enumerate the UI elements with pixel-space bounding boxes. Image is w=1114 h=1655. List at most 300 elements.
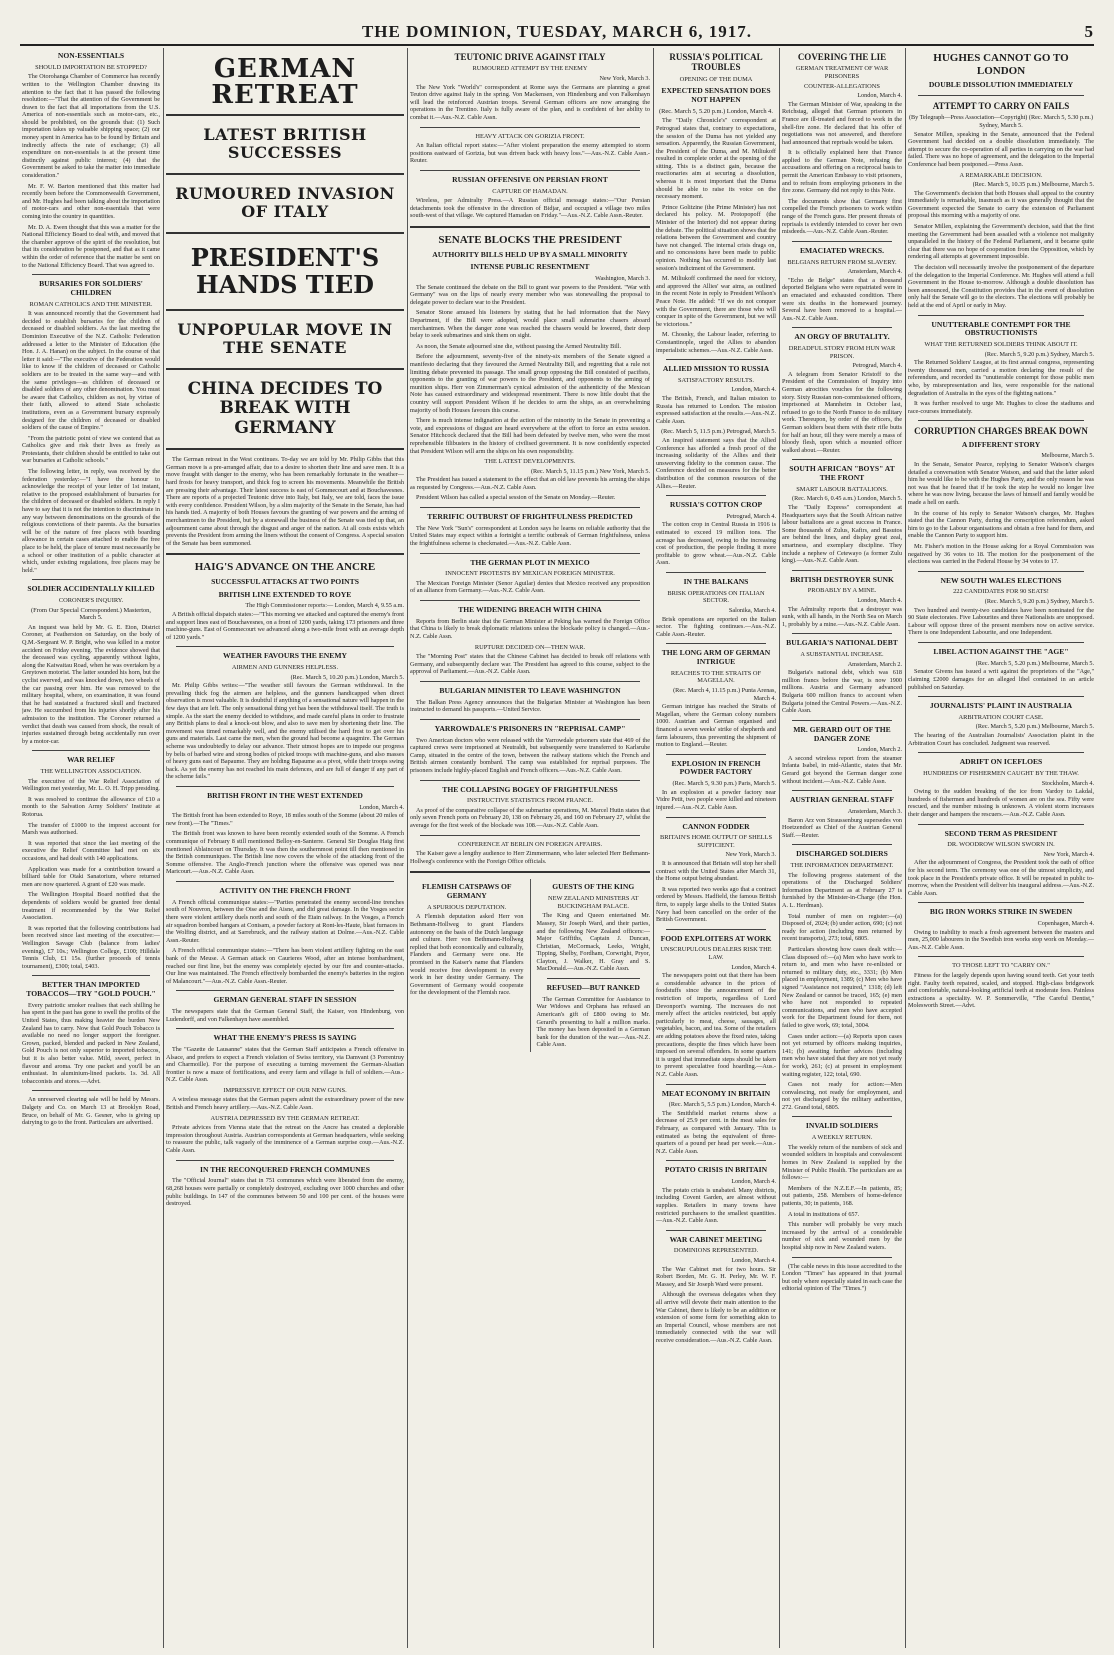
subheadline: ROMAN CATHOLICS AND THE MINISTER. [29, 300, 153, 308]
dateline: London, March 4. [731, 1178, 776, 1186]
headline: EXPLOSION IN FRENCH POWDER FACTORY [671, 758, 761, 777]
divider [918, 642, 1084, 643]
headline: TERRIFIC OUTBURST OF FRIGHTFULNESS PREDICTED [427, 512, 633, 522]
paragraph: The New York "World's" correspondent at Rome says the Germans are planning a great Teuton drive against Italy in the spring. Von Mackensen, von Hindenburg and von Falkenhayn will lead the reinforced Austrian troops. Several German officers are now arranging the operations in the Trentino. Italy is fully aware of the plan, and is confident of her ability to combat it.—Aus.-N.Z. Cable Assn. [410, 83, 650, 121]
subheadline: TO THOSE LEFT TO "CARRY ON." [952, 962, 1050, 970]
dateline: Amsterdam, March 3. [847, 807, 902, 815]
paragraph: A Flemish deputation asked Herr von Bethmann-Hollweg to grant Flanders autonomy on the basis of the Dutch language and culture. Herr von Bethmann-Hollweg replied that both economically and culturally, Flanders and Germany were one. He promised in the Kaiser's name that Flanders would receive free development in every work in her destiny under Germany. The Government of Germany would cooperate for the development of the Flemish race. [410, 913, 524, 997]
column-2 [166, 48, 404, 1648]
divider [176, 881, 394, 882]
dateline: (Rec. March 5, 5.5 p.m.) London, March 4. [668, 1101, 776, 1109]
subheadline: DOMINIONS REPRESENTED. [673, 1247, 759, 1255]
paragraph: The Government's decision that both Houses shall appeal to the country immediately is remarkable, inasmuch as it was generally thought that the Government expected the Senate to carry the extension of Parliament proposal this morning with a majority of one. [908, 189, 1094, 220]
headline: RUSSIA'S COTTON CROP [669, 500, 763, 510]
subheadline: AUSTRIA DEPRESSED BY THE GERMAN RETREAT. [210, 1114, 360, 1122]
dateline: (Rec. March 5, 5.20 p.m.) Melbourne, March 5. [975, 659, 1094, 667]
column-rule [905, 48, 906, 1648]
headline: BRITISH FRONT IN THE WEST EXTENDED [207, 790, 363, 800]
divider [166, 173, 404, 175]
divider [32, 1090, 150, 1091]
headline: INVALID SOLDIERS [805, 1121, 879, 1131]
headline: BULGARIAN MINISTER TO LEAVE WASHINGTON [439, 685, 621, 695]
headline: SECOND TERM AS PRESIDENT [944, 828, 1058, 838]
divider [666, 572, 766, 573]
dateline: Petrograd, March 4. [726, 512, 776, 520]
headline: NEW SOUTH WALES ELECTIONS [940, 575, 1062, 585]
subheadline: CONFERENCE AT BERLIN ON FOREIGN AFFAIRS. [457, 840, 603, 848]
divider [420, 835, 640, 836]
subheadline: INSTRUCTIVE STATISTICS FROM FRANCE. [467, 797, 593, 805]
divider [166, 553, 404, 555]
paragraph: The German Committee for Assistance to War Widows and Orphans has refused an American's gift of £800 owing to Mr. Gerard's presenting to half a million marks. The money has been deposited in a German bank for the duration of the war.—Aus.-N.Z. Cable Assn. [536, 995, 650, 1049]
paragraph: Two American doctors who were released with the Yarrowdale prisoners state that 469 of the captured crews were imprisoned at Neutraldt, but subsequently were transferred to Karlsruhe Camp, situated in the centre of the town, between the railway stations which the French and British airmen constantly bombard. The camp was established for reprisal purposes. The prisoners include highly-placed English and French officers.—Aus.-N.Z. Cable Assn. [410, 736, 650, 774]
divider [32, 274, 150, 275]
subheadline: A WEEKLY RETURN. [811, 1134, 873, 1142]
headline: TEUTONIC DRIVE AGAINST ITALY [454, 52, 606, 62]
headline: THE GERMAN PLOT IN MEXICO [470, 557, 590, 567]
divider [420, 553, 640, 554]
headline: ACTIVITY ON THE FRENCH FRONT [219, 886, 351, 896]
divider [792, 1257, 892, 1258]
subheadline: THE INFORMATION DEPARTMENT. [790, 862, 894, 870]
headline: THE COLLAPSING BOGEY OF FRIGHTFULNESS [442, 784, 618, 794]
paragraph: It was reported that since the last meeting of the executive the Relief Committee had met on six occasions, and had dealt with 140 applications. [22, 839, 160, 863]
divider [32, 579, 150, 580]
paragraph: M. Miliukoff confirmed the need for victory, and approved the Allies' war aims, as outlined in the recent Note in reply to President Wilson's Peace Note. He added: "If we do not conquer with the Government, there are those who will conquer in spite of the Government, but we will be victorious." [656, 275, 776, 328]
headline: WAR RELIEF [67, 755, 115, 765]
subheadline: WHAT THE RETURNED SOLDIERS THINK ABOUT IT. [924, 341, 1078, 349]
paragraph: The transfer of £1000 to the imprest account for Marsh was authorised. [22, 821, 160, 837]
paragraph: The Smithfield market returns show a decrease of 25.9 per cent. in the meat sales for February, as compared with January. This is estimated as being the equivalent of three-quarters of a pound per head per week.—Aus.-N.Z. Cable Assn. [656, 1109, 776, 1155]
subheadline: SMART LABOUR BATTALIONS. [796, 485, 888, 493]
column-rule [653, 48, 654, 1648]
paragraph: It was announced recently that the Government had decided to establish bursaries for the children of deceased or disabled soldiers. As the last meeting the Dominion Executive of the N.Z. Catholic Federation addressed a letter to the Minister of Education (the Hon. J. A. Hanan) on the subject. In the course of that letter it said:—"The executive of the Federation would like to know if the children of deceased or Catholic soldiers are to be treated in the same way—and with the same privileges—as children of deceased or disabled soldiers of any other denomination. You must be aware that Catholics, children as not, by virtue of their faith, allowed to attend State scholastic institutions, even as a Government bursary expressly designed for the children of deceased or disabled soldiers of the cause of Empire." [22, 310, 160, 432]
split-section [410, 879, 650, 1052]
headline: POTATO CRISIS IN BRITAIN [664, 1165, 768, 1175]
divider [666, 359, 766, 360]
paragraph: "From the patriotic point of view we contend that as Catholics give and risk their lives as freely as Protestants, their children should be entitled to take out war bursaries at Catholic schools." [22, 434, 160, 465]
paragraph: Reports from Berlin state that the German Minister at Peking has warned the Foreign Office that China is likely to break diplomatic relations unless the blockade policy is changed.—Aus.-N.Z. Cable Assn. [410, 617, 650, 640]
paragraph: It was resolved to continue the allowance of £10 a month to the Salvation Army Soldiers' Institute at Rotorua. [22, 795, 160, 819]
headline: BETTER THAN IMPORTED TOBACCOS—TRY "GOLD POUCH." [26, 980, 156, 999]
paragraph: Owing to the sudden breaking of the ice from Vardoy to Lakdal, hundreds of fishermen and hundreds of women are on the sea. Fifty were rescued, and the number missing is unknown. A violent storm increases their danger and hampers the rescuers.—Aus.-N.Z. Cable Assn. [908, 788, 1094, 818]
headline: FOOD EXPLOITERS AT WORK [660, 933, 772, 943]
paragraph: The British, French, and Italian mission to Russia has returned to London. The mission expressed satisfaction at the results.—Aus.-N.Z. Cable Assn. [656, 395, 776, 425]
headline: BULGARIA'S NATIONAL DEBT [786, 638, 898, 648]
divider [918, 571, 1084, 572]
dateline: Stockholm, March 4. [1041, 779, 1094, 787]
headline: MEAT ECONOMY IN BRITAIN [661, 1088, 771, 1098]
divider [792, 1116, 892, 1117]
paragraph: (The cable news in this issue accredited to the London "Times" has appeared in that journal but only where especially stated in each case the editorial opinion of The "Times.") [782, 1262, 902, 1293]
paragraph: The Balkan Press Agency announces that the Bulgarian Minister at Washington has been instructed to demand his passports.—United Service. [410, 698, 650, 714]
paragraph: In the course of his reply to Senator Watson's charges, Mr. Hughes stated that the Cannon Party, during the conscription referendum, asked him to go to the Labour organisations and obtain a free hand for them, and enable the Cannon Party to support him. [908, 509, 1094, 540]
paragraph: Cases under action:—(a) Reports upon cases not yet returned by officers making inquiries, 141; (b) awaiting further advices (including men who have stated that they are not yet ready for work), 261; (c) at present in employment waiting register, 122; total, 690. [782, 1032, 902, 1078]
paragraph: A total in institutions of 657. [788, 1210, 860, 1218]
paragraph: The Otorohanga Chamber of Commerce has recently written to the Wellington Chamber drawing its attention to the fact that it has passed the following resolution:—"That the attention of the Government be drawn to the fact that all importations from the U.S. America of non-essentials such as motor-cars, etc., should be prohibited, on the grounds that: (1) Such importation takes up valuable shipping space; (2) our money spent in America has to be found by Britain and indirectly affects the rate of exchange; (3) all expenditure on non-essentials is at the present time distinctly against public interest; (4) that the Government be asked to take the matter into immediate consideration." [22, 73, 160, 180]
paragraph: The Wellington Hospital Board notified that the dependents of soldiers would be granted free dental treatment if recommended by the War Relief Association. [22, 891, 160, 922]
divider [166, 448, 404, 450]
paragraph: The "Morning Post" states that the Chinese Cabinet has decided to break off relations with Germany, and subsequently declare war. The President has agreed to this course, subject to the approval of Parliament.—Aus.-N.Z. Cable Assn. [410, 653, 650, 676]
masthead [20, 22, 1094, 46]
headline: AUSTRIAN GENERAL STAFF [789, 795, 895, 805]
paragraph: The following progress statement of the operations of the Discharged Soldiers' Information Department as at February 27 is furnished by the Minister-in-Charge (the Hon. A. L. Herdman). [782, 871, 902, 910]
subheadline: ARBITRATION COURT CASE. [958, 713, 1044, 721]
paragraph: Application was made for a contribution toward a billiard table for Otaki Sanatorium, where returned men are now quartered. A grant of £20 was made. [22, 865, 160, 888]
subheadline: SUCCESSFUL ATTACKS AT TWO POINTS [211, 576, 359, 586]
dateline: (Rec. March 5, 11.15 p.m.) New York, March 5. [530, 467, 650, 475]
divider [166, 232, 404, 234]
subheadline: UNSCRUPULOUS DEALERS RISK THE LAW. [660, 946, 772, 962]
divider [918, 824, 1084, 825]
paragraph: A French official communique states:—"Parties penetrated the enemy second-line trenches south of Nouvron, between the Oise and the Aisne, and did great damage. In the Vosges sector there were violent artillery duels north and south of the Etain railway. In the Vosges, a French air squadron bombed hangars at Conisam, a powder factory at Ront-les-Haute, blast furnaces in the Wolfing district, and at Sarrebruck, and the railway station at Dolme.—Aus.-N.Z. Cable Assn.-Reuter. [166, 898, 404, 944]
headline: COVERING THE LIE [797, 52, 887, 62]
dateline: (Rec. March 5, 9.20 p.m.) Sydney, March 5. [984, 350, 1094, 358]
headline: THE WIDENING BREACH WITH CHINA [458, 605, 602, 615]
paragraph: The decision will necessarily involve the postponement of the departure of the delegation to the Imperial Conference. Mr. Hughes will attend a full Government in the House to-morrow. Although a double dissolution has been announced, the Constitution provides that in the event of dissolution only half the Senate will go to the electors. The elections will probably be held at the end of April or early in May. [908, 264, 1094, 309]
divider [918, 902, 1084, 903]
subheadline: NEW ZEALAND MINISTERS AT BUCKINGHAM PALACE. [547, 895, 639, 910]
subheadline: BRITAIN'S HOME OUTPUT OF SHELLS SUFFICIENT. [659, 834, 772, 849]
headline: JOURNALISTS' PLAINT IN AUSTRALIA [929, 701, 1073, 711]
divider [666, 754, 766, 755]
headline: SOLDIER ACCIDENTALLY KILLED [27, 584, 155, 594]
paragraph: Cases not ready for action:—Men convalescing, not ready for employment, and not yet discharged by the military authorities, 272. Grand total, 6805. [782, 1081, 902, 1111]
paragraph: Mr. F. W. Barton mentioned that this matter had recently been before the Commonwealth Government, and Mr. Hughes had been talking about the importation of motor-cars and other non-essentials that were coming into the country in quantities. [22, 182, 160, 220]
paragraph: Before the adjournment, seventy-five of the ninety-six members of the Senate signed a manifesto declaring that they favoured the Armed Neutrality Bill, and regretting that a rule not limiting debate prevented its passage. The small group opposing the Bill consisted of pacifists, opponents to the granting of war powers to the President, and opponents to the arming of munition ships. Herr von Zimmerman's cynical admission of the authenticity of the Mexican Note has caused extraordinary and widespread resentment. There is now little doubt that the country will support President Wilson if he decides to arm the ships, as an overwhelming majority of both Houses favours this course. [410, 353, 650, 414]
divider [176, 1160, 394, 1161]
paragraph: The Mexican Foreign Minister (Senor Aguilar) denies that Mexico received any proposition of an alliance from Germany.—Aus.-N.Z. Cable Assn. [410, 579, 650, 595]
column-rule [163, 48, 164, 1648]
subheadline: DOUBLE DISSOLUTION IMMEDIATELY [928, 80, 1074, 90]
paragraph: It was reported two weeks ago that a contract ordered by Messrs. Hadfield, the famous British firm, to supply large shells to the United States Navy had been cancelled on the order of the British Government. [656, 885, 776, 924]
headline: GUESTS OF THE KING [552, 882, 635, 892]
dateline: (Rec. March 5, 10.35 p.m.) Melbourne, March 5. [972, 181, 1094, 189]
dateline: Salonika, March 4. [728, 606, 776, 614]
paragraph: Although the overseas delegates when they all arrive will devote their main attention to the War Cabinet, there is likely to be an addition or extension of some form for something akin to an Imperial Council, whose members are not immediately connected with the war will receive consideration.—Aus.-N.Z. Cable Assn. [656, 1291, 776, 1344]
subheadline: HUNDREDS OF FISHERMEN CAUGHT BY THE THAW. [923, 769, 1079, 777]
headline: WAR CABINET MEETING [669, 1234, 763, 1244]
divider [420, 719, 640, 720]
paragraph: It is officially explained here that France applied to the German Note, refusing the accusations and offering on a reciprocal basis to permit the American Embassy to visit prisoners, and to refrain from employing prisoners in the fire zone. Germany did not reply to this Note. [782, 149, 902, 195]
headline: BIG IRON WORKS STRIKE IN SWEDEN [929, 907, 1073, 917]
dateline: Melbourne, March 5. [1041, 452, 1094, 460]
paragraph: The British front was known to have been recently extended south of the Somme. A French communique of February 8 still mentioned Belloy-en-Santerre. General Sir Douglas Haig first mentioned Ablaincourt on Thursday. It was then the southernmost point till then mentioned in the British communiques. The British line now covers the whole of the attacking front of the Somme offensive. The Anglo-French junction where the offensive was opened was near Maricourt.—Aus.-N.Z. Cable Assn. [166, 830, 404, 876]
paragraph: M. Chosnky, the Labour leader, referring to Constantinople, urged the Allies to abandon imperialistic schemes.—Aus.-N.Z. Cable Assn. [656, 331, 776, 354]
deck-headline: LATEST BRITISH SUCCESSES [203, 125, 367, 163]
column-rule [407, 48, 408, 1648]
paragraph: The newspapers state that the German General Staff, the Kaiser, von Hindenburg, von Ludendorff, and von Falkenhayn have assembled. [166, 1008, 404, 1023]
paragraph: Senator Stone amused his listeners by stating that he had information that the Navy Department, if the Bill were adopted, would place small submarine chasers aboard merchantmen. When the danger zone was reached the chasers would be lowered, their deep belay to seek submarines and sink them on sight. [410, 309, 650, 340]
divider [666, 1160, 766, 1161]
subheadline: A SUBSTANTIAL INCREASE. [800, 651, 884, 659]
main-headline: GERMAN RETREAT [211, 54, 359, 110]
subheadline: SATISFACTORY RESULTS. [678, 376, 754, 384]
paragraph: Owing to inability to reach a fresh agreement between the masters and men, 25,000 labourers in the Swedish iron works stop work on Monday.—Aus.-N.Z. Cable Assn. [908, 928, 1094, 951]
headline: NON-ESSENTIALS [57, 51, 125, 60]
headline: GERMAN GENERAL STAFF IN SESSION [213, 995, 357, 1005]
paragraph: The executive of the War Relief Association of Wellington met yesterday, Mr. L. O. H. Tripp presiding. [22, 777, 160, 793]
subheadline: INTENSE PUBLIC RESENTMENT [470, 262, 590, 272]
divider [420, 681, 640, 682]
subheadline: SHOULD IMPORTATION BE STOPPED? [35, 63, 147, 71]
paragraph: The War Cabinet met for two hours. Sir Robert Borden, Mr. G. H. Perley, Mr. W. F. Massey, and Sir Joseph Ward were present. [656, 1265, 776, 1288]
paragraph: This number will probably be very much increased by the arrival of a considerable number of sick and wounded men by the hospital ship now in New Zealand waters. [782, 1221, 902, 1251]
divider [420, 600, 640, 601]
column-4 [656, 48, 776, 1648]
deck-headline: CHINA DECIDES TO BREAK WITH GERMANY [187, 378, 383, 438]
column-rule [779, 48, 780, 1648]
headline: FLEMISH CATSPAWS OF GERMANY [421, 882, 512, 901]
subheadline: EXPECTED SENSATION DOES NOT HAPPEN [661, 86, 771, 104]
divider [410, 226, 650, 228]
headline: DISCHARGED SOLDIERS [796, 849, 888, 859]
paragraph: A second wireless report from the steamer Infanta Isabel, in mid-Atlantic, states that Mr. Gerard got beyond the German danger zone without incident.—Aus.-N.Z. Cable Assn. [782, 754, 902, 785]
subheadline: OPENING OF THE DUMA [679, 75, 753, 83]
paragraph: A French official communique states:—"There has been violent artillery fighting on the east bank of the Meuse. A German attack on Caurieres Wood, after an intense bombardment, reached our first line, but the enemy was completely ejected by our fire and counter-attacks. Our line was maintained. The French effectively bombarded the enemy's batteries in the region of Malancourt."—Aus.-N.Z. Cable Assn.-Reuter. [166, 947, 404, 985]
paragraph: The New York "Sun's" correspondent at London says he learns on reliable authority that the United States may expect within a fortnight a terrific outbreak of German frightfulness, unless the frightfulness scheme is checkmated.—Aus.-N.Z. Cable Assn. [410, 524, 650, 547]
dateline: London, March 2. [857, 746, 902, 754]
headline: EMACIATED WRECKS. [799, 245, 885, 255]
divider [166, 309, 404, 311]
headline: BRITISH DESTROYER SUNK [790, 574, 894, 584]
headline: WHAT THE ENEMY'S PRESS IS SAYING [213, 1033, 357, 1043]
paragraph: The British front has been extended to Roye, 18 miles south of the Somme (about 20 miles of new front).—The "Times." [166, 812, 404, 827]
headline: SENATE BLOCKS THE PRESIDENT [438, 233, 622, 246]
deck-headline: UNPOPULAR MOVE IN THE SENATE [177, 319, 393, 358]
paragraph: German intrigue has reached the Straits of Magellan, where the German colony numbers 1000. Austrian and German organised and financed a seven weeks' strike of shepherds and farm labourers, thus preventing the shipment of mutton to England.—Reuter. [656, 703, 776, 749]
dateline: (Rec. March 5, 10.20 p.m.) London, March 5. [290, 673, 404, 681]
paragraph: The President has issued a statement to the effect that an old law prevents his arming the ships as requested by Congress.—Aus.-N.Z. Cable Assn. [410, 476, 650, 491]
divider [792, 327, 892, 328]
page-number: 5 [1084, 22, 1094, 41]
paragraph: Senator Millen, explaining the Government's decision, said that the first meeting the Government had been assailed with a violence not malignity unparalleled in the history of the Federal Parliament, and it became quite clear that there was no hope of cooperation from the Opposition, which by rendering all attempts at government impossible. [908, 223, 1094, 261]
paragraph: There is much intense indignation at the action of the minority in the Senate in preventing a vote, and expressions of disgust are heard everywhere at the effort to force an extra session. Senator Hitchcock declared that the Bill had been defeated by twelve men, who were the most reprehensible filibusters in the history of civilised government. It is now confidently expected that President Wilson will arm the ships on his own responsibility. [410, 417, 650, 455]
divider [666, 643, 766, 644]
subheadline: RUMOURED ATTEMPT BY THE ENEMY [472, 65, 588, 73]
column-3 [410, 48, 650, 1648]
subheadline: CAPTURE OF HAMADAN. [492, 187, 568, 195]
paragraph: Senator Givens has issued a writ against the proprietors of the "Age," claiming £2000 damages for an alleged libel contained in an article published on Saturday. [908, 668, 1094, 691]
column-1 [22, 48, 160, 1648]
divider [666, 817, 766, 818]
subheadline: BRITISH LINE EXTENDED TO ROYE [218, 589, 352, 599]
divider [918, 752, 1084, 753]
subheadline: AIRMEN AND GUNNERS HELPLESS. [231, 664, 339, 672]
headline: WEATHER FAVOURS THE ENEMY [223, 651, 347, 661]
paragraph: "Echo de Belge" states that a thousand deported Belgians who were repatriated were in an emaciated and exhausted condition. There were six deaths in the homeward journey. Several have been removed to a hospital.—Aus.-N.Z. Cable Assn. [782, 276, 902, 322]
paragraph: In an explosion at a powder factory near Vidre Petit, two people were killed and nineteen injured.—Aus.-N.Z. Cable Assn. [656, 788, 776, 811]
dateline: Copenhagen, March 4. [1037, 920, 1094, 928]
deck-headline: PRESIDENT'S HANDS TIED [190, 242, 380, 300]
headline: ALLIED MISSION TO RUSSIA [662, 364, 770, 374]
divider [420, 170, 640, 171]
paragraph: After the adjournment of Congress, the President took the oath of office for his second term. The ceremony was one of the utmost simplicity, and took place in the President's private office. It will be repeated in public to-morrow, when the President will deliver his inaugural address.—Aus.-N.Z. Cable Assn. [908, 859, 1094, 897]
dateline: (Rec. March 5, 11.5 p.m.) Petrograd, March 5. [661, 428, 776, 436]
divider [176, 646, 394, 647]
divider [166, 114, 404, 116]
paragraph: Mr. D. A. Ewen thought that this was a matter for the National Efficiency Board to deal with, and moved that the chamber approve of the spirit of the resolution, but that its consideration be postponed, and that as it came within the order of reference that the matter be sent on to the National Efficiency Board. That was agreed to. [22, 223, 160, 269]
subheadline: 222 CANDIDATES FOR 90 SEATS! [953, 588, 1049, 596]
divider [918, 956, 1084, 957]
paragraph: The King and Queen entertained Mr. Massey, Sir Joseph Ward, and their parties, and the following New Zealand officers:—Major Griffiths, Captain J. Duncan, Christian, McCormack, Leeks, Wright, Tipping, Shelby, Fordham, Corwright, Pryor, Clayton, J. Walker, H. Gray and S. MacDonald.—Aus.-N.Z. Cable Assn. [536, 912, 650, 973]
split-column-right [537, 879, 651, 1052]
dateline: (Rec. March 5, 9.30 p.m.) Paris, March 5. [672, 780, 776, 788]
divider [792, 633, 892, 634]
dateline: Petrograd, March 4. [852, 362, 902, 370]
divider [32, 750, 150, 751]
divider [176, 990, 394, 991]
paragraph: An unreserved clearing sale will be held by Messrs. Dalgety and Co. on March 13 at Brooklyn Road, Bruce, on behalf of Mr. G. Gesner, who is giving up dairying to go to the front. Particulars are advertised. [22, 1096, 160, 1127]
paragraph: The potato crisis is unabated. Many districts, including Covent Garden, are almost without supplies. Retailers in many towns have restricted purchasers to the smallest quantities.—Aus.-N.Z. Cable Assn. [656, 1186, 776, 1225]
divider [420, 780, 640, 781]
dateline: The High Commissioner reports:— London, March 4, 9.55 a.m. [245, 602, 404, 610]
dateline: Washington, March 3. [595, 275, 650, 283]
paragraph: The "Gazette de Lausanne" states that the German Staff anticipates a French offensive in Alsace, and prefers to expect a French violation of Swiss territory, via Damvant (3 Porrentruy and Charmoille). For the purpose of executing a turning movement the German-Alsatian frontier is now a maze of fortifications, and every farm and village is full of soldiers.—Aus.-N.Z. Cable Assn. [166, 1045, 404, 1084]
divider [792, 570, 892, 571]
headline: CORRUPTION CHARGES BREAK DOWN [914, 426, 1088, 437]
dateline: London, March 4. [731, 1257, 776, 1265]
paragraph: Baron Arz von Straussenburg supersedes von Hoetzendorf as Chief of the Austrian General Staff.—Reuter. [782, 816, 902, 839]
split-column-left [410, 879, 524, 1052]
paragraph: The Senate continued the debate on the Bill to grant war powers to the President. "War with Germany" was on the lips of nearly every member who was stonewalling the proposal to delegate power to declare war to the President. [410, 283, 650, 306]
deck-headline: RUMOURED INVASION OF ITALY [175, 183, 395, 222]
dateline: (Rec. March 6, 0.45 a.m.) London, March 5. [792, 495, 902, 503]
subheadline: HEAVY ATTACK ON GORIZIA FRONT. [475, 132, 585, 140]
headline: HUGHES CANNOT GO TO LONDON [933, 52, 1069, 77]
dateline: New York, March 4. [1043, 850, 1094, 858]
dateline: (Rec. March 5, 5.20 p.m.) London, March 4. [659, 107, 773, 115]
dateline: (Rec. March 5, 9.20 p.m.) Sydney, March 5. [984, 598, 1094, 606]
headline: SOUTH AFRICAN "BOYS" AT THE FRONT [789, 464, 895, 483]
paragraph: The hearing of the Australian Journalists' Association plaint in the Arbitration Court has concluded. Judgment was reserved. [908, 732, 1094, 747]
paragraph: Senator Millen, speaking in the Senate, announced that the Federal Government had decided on a double dissolution immediately. The attempt to secure the co-operation of all parties in carrying on the war had failed. There was no hope of agreement, and the delegation to the Imperial Conference had been postponed.—Press Assn. [908, 130, 1094, 168]
subheadline: BRISK OPERATIONS ON ITALIAN SECTOR. [667, 589, 765, 605]
dateline: London, March 4. [731, 963, 776, 971]
paragraph: A wireless message states that the German papers admit the extraordinary power of the new British and French heavy artillery.—Aus.-N.Z. Cable Assn. [166, 1096, 404, 1112]
divider [918, 696, 1084, 697]
paragraph: Private advices from Vienna state that the retreat on the Ancre has created a deplorable impression throughout Austria. Austrian correspondents at German headquarters, while seeking to reassure the public, talk vaguely of the imminence of a German surprise coup.—Aus.-N.Z. Cable Assn. [166, 1124, 404, 1155]
headline: LIBEL ACTION AGAINST THE "AGE" [933, 647, 1069, 657]
paragraph: The Admiralty reports that a destroyer was sunk, with all hands, in the North Sea on March 1, probably by a mine.—Aus.-N.Z. Cable Assn. [782, 605, 902, 628]
paragraph: The Returned Soldiers' League, at its first annual congress, representing twenty thousand men, carried a motion declaring the result of the referendum, and recorded its "unutterable contempt for those public men who, by misrepresentation and lies, were responsible for the national degradation of Australia in the eyes of the fighting nations." [908, 359, 1094, 397]
divider [792, 790, 892, 791]
subheadline: THE LATEST DEVELOPMENTS. [484, 458, 576, 466]
headline: ADRIFT ON ICEFLOES [959, 757, 1043, 767]
paragraph: The "Official Journal" states that in 751 communes which were liberated from the enemy, 68,268 houses were partially or completely destroyed, excluding over 1000 churches and other public buildings. In 147 of the communes between 50 and 100 per cent. of the houses were destroyed. [166, 1177, 404, 1208]
divider [32, 975, 150, 976]
column-5 [782, 48, 902, 1648]
paragraph: Members of the N.Z.E.F.—In patients, 85; out patients, 258. Members of home-defence patients, 30; in patients, 168. [782, 1184, 902, 1207]
divider [666, 495, 766, 496]
divider [547, 978, 641, 979]
paragraph: Every patriotic smoker realises that each shilling he has spent in the past has gone to swell the profits of the United States, thus making heavier the burden New Zealand has to carry. Now that Gold Pouch Tobacco is available no need no longer support the foreigner. Grown, packed, blended and packed in New Zealand, Gold Pouch is not only superior to imported tobaccos, but it is also better value. Mild, sweet, perfect in flavour and aroma. Try one packet and you'll be an enthusiast. In aluminium-lined packets. 1s. 3d. All tobacconists and stores.—Advt. [22, 1001, 160, 1085]
headline: ATTEMPT TO CARRY ON FAILS [932, 101, 1070, 111]
headline: UNUTTERABLE CONTEMPT FOR THE OBSTRUCTIONISTS [931, 319, 1071, 338]
headline: CANNON FODDER [682, 821, 750, 831]
paragraph: Mr. Fisher's motion in the House asking for a Royal Commission was negatived by 36 votes to 18. The motion for the postponement of the elections was carried in the Federal House by 34 votes to 17. [908, 542, 1094, 566]
paragraph: Brisk operations are reported on the Italian sector. The fighting continues.—Aus.-N.Z. Cable Assn.-Reuter. [656, 615, 776, 638]
divider [792, 459, 892, 460]
paragraph: In the Senate, Senator Pearce, replying to Senator Watson's charges detailed a conversation with Senator Watson, and said that the latter asked him he would like to be with the Hughes Party, and the only reason he was not was that he feared that if he took the step he would no longer live where he was now living, because the laws of himself and family would be made a hell on earth. [908, 461, 1094, 506]
subheadline: CORONER'S INQUIRY. [58, 597, 124, 605]
paragraph: The cotton crop in Central Russia in 1916 is estimated to exceed 19 million tons. The acreage has decreased, owing to the increasing cost of production, the people finding it more profitable to grow wheat.—Aus.-N.Z. Cable Assn. [656, 521, 776, 567]
paragraph: The documents show that Germany first compelled the French prisoners to work within range of the French guns. Her present threats of reprisals is evidently intended to cover her own misdeeds.—Aus.-N.Z. Cable Assn.-Reuter. [782, 197, 902, 236]
subheadline: THE WELLINGTON ASSOCIATION. [40, 768, 142, 776]
paragraph: Wireless, per Admiralty Press.—A Russian official message states:—"Our Persian detachments took the offensive in the direction of Bidjar, and occupied a village two miles south-west of that village. We captured Hamadan on Friday."—Aus.-N.Z. Cable Assn.-Reuter. [410, 197, 650, 220]
subheadline: GERMAN TREATMENT OF WAR PRISONERS [795, 65, 889, 80]
paragraph: Fitness for the largely depends upon having sound teeth. Get your teeth right. Faulty teeth repaired, scaled, and stopped. High-class bridgework and comfortable, natural-looking artificial teeth at moderate fees. Painless extractions a speciality. W. P. Sommerville, "The Careful Dentist," Molesworth Street.—Advt. [908, 972, 1094, 1010]
subheadline: AUTHORITY BILLS HELD UP BY A SMALL MINORITY [432, 249, 628, 259]
paragraph: The Kaiser gave a lengthy audience to Herr Zimmermann, who later selected Herr Bethmann-Hollweg's conference with the Foreign Office officials. [410, 850, 650, 865]
divider [166, 368, 404, 370]
paragraph: The German Minister of War, speaking in the Reichstag, alleged that German prisoners in France are ill-treated and forced to work in the shell-fire zone. He declared that his offer of negotiations was not answered, and therefore had announced that reprisals would be taken. [782, 100, 902, 146]
divider [666, 1230, 766, 1231]
dateline: London, March 4. [857, 597, 902, 604]
paragraph: An Italian official report states:—"After violent preparation the enemy attempted to storm positions eastward of Gorizia, but was driven back with heavy loss."—Aus.-N.Z. Cable Assn.-Reuter. [410, 142, 650, 165]
paragraph: Two hundred and twenty-two candidates have been nominated for the 90 State electorates. Five Labourites and three Nationalists are unopposed. Labour will oppose three of the present members now on active service. There is one Independent Labourite, and one Independent. [908, 606, 1094, 637]
divider [918, 315, 1084, 316]
paragraph: The following letter, in reply, was received by the federation yesterday:—"I have the honour to acknowledge the receipt of your letter of 1st instant, relative to the proposed establishment of bursaries for the children of deceased or disabled soldiers. In reply I have to say that it is not the intention to discriminate in any way between denominations on the grounds of the religious convictions of their parents. As the bursaries will be of the nature of free places with boarding allowance in certain cases attached to enable the free place to be held, the place of tenure must necessarily be a school or other institution of a public character at which, under existing regulations, free places may be held." [22, 468, 160, 574]
divider [792, 720, 892, 721]
subheadline: IMPRESSIVE EFFECT OF OUR NEW GUNS. [223, 1086, 347, 1094]
paragraph: The "Daily Chronicle's" correspondent at Petrograd states that, contrary to expectations, the session of the Duma has not yielded any sensation. Apparently, the Russian Government, the President of the Duma, and M. Miliukoff resulted in complete order at the opening of the sitting. This is a distinct gain, because the reactionaries aim at securing a dissolution, whereas it is most important that the Duma should be able to raise its voice on the necessary moment. [656, 117, 776, 201]
headline: MR. GERARD OUT OF THE DANGER ZONE [793, 724, 891, 743]
dateline: (From Our Special Correspondent.) Masterton, March 5. [31, 606, 151, 622]
subheadline: A REMARKABLE DECISION. [959, 171, 1043, 179]
headline: RUSSIA'S POLITICAL TROUBLES [669, 52, 763, 73]
subheadline: DREADFUL STORY FROM HUN WAR PRISON. [788, 345, 896, 360]
headline: YARROWDALE'S PRISONERS IN "REPRISAL CAMP" [434, 723, 626, 733]
subheadline: DR. WOODROW WILSON SWORN IN. [947, 841, 1055, 849]
subheadline: RUPTURE DECIDED ON—THEN WAR. [474, 643, 586, 651]
paragraph: Prince Golitzine (the Prime Minister) has not declared his policy. M. Protopopoff (the Minister of the Interior) did not appear during the debate. The political situation shows that the relations between the Government and country have not changed. The internal crisis drags on, and no concessions have been made to public opinion. Nothing has occurred to modify last session's indictment of the Government. [656, 203, 776, 272]
paragraph: It was reported that the following contributions had been received since last meeting of the executive:—Wellington Savage Club (balance from ladies' evening), £7 10s.; Wellington College, £100; Hilldale Tennis Club, £1 15s. (further proceeds of tennis tournament), £300; total, £403. [22, 924, 160, 970]
headline: THE LONG ARM OF GERMAN INTRIGUE [661, 648, 771, 667]
paragraph: The "Daily Express" correspondent at Headquarters says that the South African native labour battalions are a great success in France. Some thousands of Zulus, Kafirs, and Basutos are behind the lines, and display great zeal, smartness, and exemplary discipline. They include a nephew of Cetewayo (a former Zulu king).—Aus.-N.Z. Cable Assn. [782, 503, 902, 565]
divider [420, 507, 640, 508]
paragraph: It is announced that Britain will stop her shell contract with the United States after March 31, the Home output being abundant. [656, 860, 776, 883]
dateline: New York, March 3. [725, 851, 776, 859]
subheadline: INNOCENT PROTESTS BY MEXICAN FOREIGN MINISTER. [445, 570, 615, 578]
divider [420, 127, 640, 128]
paragraph: Mr. Philip Gibbs writes:—"The weather still favours the German withdrawal. In the prevailing thick fog the airmen are helpless, and the gunners handicapped when direct observation is most valuable. It is doubtful if anything of a sensational nature will happen in the few days that are left. The only sensational thing yet has been the withdrawal itself. The truth is simple. As the start the enemy decided to withdraw, and made careful plans in order to frustrate any British plans to deal a knock-out blow, and also to save men by shortening their line. The movement was timed remarkably well, and the enemy utilised the hard frost to get over his guns and materials. Last came the men, when the ground had become a quagmire. The German scheme was undoubtedly to delay our advance. Their utmost hopes are to impede our progress by belts of barbed wire and strong bodies of picked troops with machine-guns, and also masses of heavy guns east of Bapaume. They are holding Bapaume as a pivot, while their troops swing back. As yet the enemy has not reached his main defences, and are full of danger if any part of the scheme fails." [166, 682, 404, 781]
paragraph: An inspired statement says that the Allied Conference has afforded a fresh proof of the increasing solidarity of the Allies and their unswerving fidelity to the common cause. The Conference decided on measures for the better distribution of the common resources of the Allies.—Reuter. [656, 437, 776, 490]
divider [918, 95, 1084, 96]
paragraph: The weekly return of the numbers of sick and wounded soldiers in hospitals and convalescent homes in New Zealand is supplied by the Minister of Public Health. The particulars are as follows:— [782, 1143, 902, 1182]
column-6 [908, 48, 1094, 1648]
subheadline: REACHES TO THE STRAITS OF MAGELLAN. [670, 669, 762, 685]
paragraph: An inquest was held by Mr. G. E. Eton, District Coroner, at Featherston on Saturday, on the body of Q.M.-Sergeant W. P. Bright, who was killed in a motor accident on Friday evening. The evidence showed that the deceased was cycling, apparently without lights, along the Kaiwaitau Road, when he was overtaken by a Greytown motorist. The latter sounded his horn, but the cyclist swerved, and was knocked down, two wheels of the car passing over him. He was removed to the military hospital, where, on examination, it was found that he had sustained a fractured skull and fractured jaw. He succumbed from his injuries shortly after his admission to the institution. The Coroner returned a verdict that death was caused from shock, the result of injuries sustained through being accidentally run over by a motor-car. [22, 623, 160, 745]
subheadline: A SPURIOUS DEPUTATION. [427, 903, 507, 911]
headline: HAIG'S ADVANCE ON THE ANCRE [194, 561, 376, 574]
paragraph: It was further resolved to urge Mr. Hughes to close the stadiums and race-courses immediately. [908, 400, 1094, 415]
dateline: London, March 4. [857, 92, 902, 100]
headline: AN ORGY OF BRUTALITY. [794, 332, 890, 342]
dateline: (By Telegraph—Press Association—Copyright) (Rec. March 5, 5.30 p.m.) Sydney, March 5. [908, 114, 1094, 129]
paragraph: As noon, the Senate adjourned sine die, without passing the Armed Neutrality Bill. [416, 342, 622, 350]
dateline: (Rec. March 5, 5.20 p.m.) Melbourne, March 5. [975, 723, 1094, 731]
dateline: Amsterdam, March 2. [847, 660, 902, 668]
divider [792, 844, 892, 845]
masthead-title: THE DOMINION, TUESDAY, MARCH 6, 1917. [361, 22, 753, 41]
headline: IN THE RECONQUERED FRENCH COMMUNES [200, 1164, 370, 1174]
paragraph: President Wilson has called a special session of the Senate on Monday.—Reuter. [416, 494, 616, 502]
headline: RUSSIAN OFFENSIVE ON PERSIAN FRONT [452, 174, 608, 184]
dateline: London, March 4. [359, 803, 404, 811]
subheadline: PROBABLY BY A MINE. [807, 587, 877, 595]
column-rule [530, 879, 531, 1052]
